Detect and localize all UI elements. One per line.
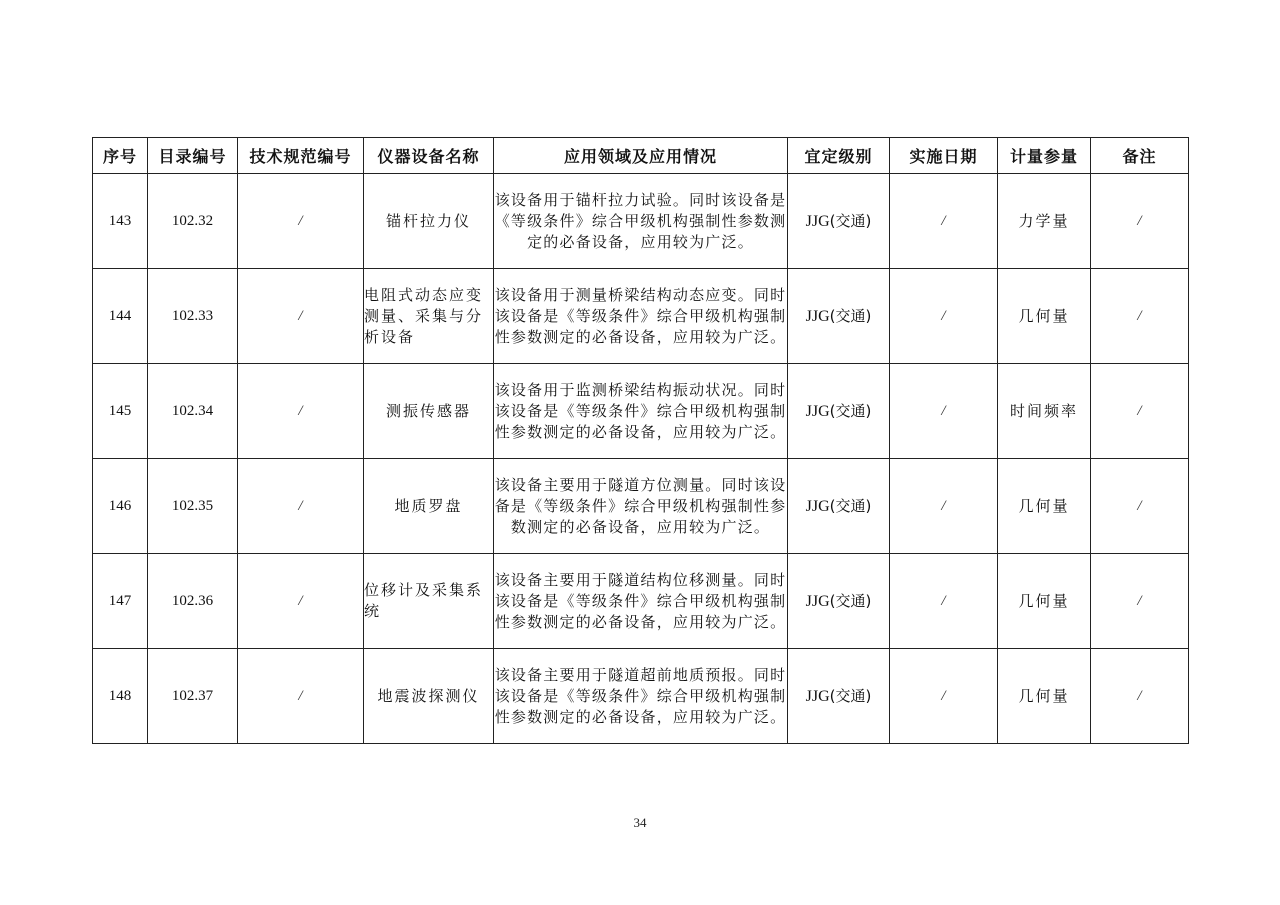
- cell-quantity: 时间频率: [998, 364, 1091, 459]
- cell-application: 该设备用于监测桥梁结构振动状况。同时该设备是《等级条件》综合甲级机构强制性参数测定的必备设备，应用较为广泛。: [494, 364, 788, 459]
- table-row: [93, 364, 1189, 459]
- instrument-name: 地震波探测仪: [377, 686, 480, 705]
- cell-spec-no: /: [238, 459, 364, 554]
- cell-level: [788, 364, 890, 459]
- cell-level: [788, 459, 890, 554]
- cell-level: [788, 174, 890, 269]
- instrument-name: 锚杆拉力仪: [385, 211, 471, 230]
- cell-instrument: [364, 459, 494, 554]
- level-scope: (交通): [829, 496, 872, 515]
- header-catalog-no: 目录编号: [148, 138, 238, 174]
- cell-quantity: 几何量: [998, 459, 1091, 554]
- cell-spec-no: /: [238, 554, 364, 649]
- instrument-name: 测振传感器: [385, 401, 471, 420]
- cell-level: [788, 269, 890, 364]
- table-row: [93, 459, 1189, 554]
- level-code: JJG: [805, 687, 830, 705]
- cell-remark: /: [1091, 554, 1189, 649]
- cell-catalog-no: 102.32: [148, 174, 238, 269]
- level-scope: (交通): [829, 211, 872, 230]
- cell-quantity: 几何量: [998, 269, 1091, 364]
- cell-seq: 148: [93, 649, 148, 744]
- cell-quantity: 几何量: [998, 554, 1091, 649]
- instrument-name: 地质罗盘: [394, 496, 463, 515]
- table-row: [93, 174, 1189, 269]
- cell-remark: /: [1091, 649, 1189, 744]
- cell-instrument: [364, 364, 494, 459]
- table-row: [93, 269, 1189, 364]
- cell-seq: 144: [93, 269, 148, 364]
- level-code: JJG: [805, 497, 830, 515]
- level-scope: (交通): [829, 591, 872, 610]
- page-number: 34: [633, 815, 647, 830]
- cell-instrument: [364, 649, 494, 744]
- cell-remark: /: [1091, 269, 1189, 364]
- cell-quantity: 力学量: [998, 174, 1091, 269]
- table-row: [93, 649, 1189, 744]
- cell-instrument: [364, 554, 494, 649]
- cell-spec-no: /: [238, 649, 364, 744]
- cell-remark: /: [1091, 364, 1189, 459]
- cell-application: 该设备主要用于隧道结构位移测量。同时该设备是《等级条件》综合甲级机构强制性参数测定的必备设备，应用较为广泛。: [494, 554, 788, 649]
- cell-catalog-no: 102.36: [148, 554, 238, 649]
- cell-seq: 145: [93, 364, 148, 459]
- instrument-catalog-table: [92, 137, 1189, 744]
- instrument-name: 位移计及采集系统: [364, 581, 484, 620]
- cell-level: [788, 649, 890, 744]
- cell-date: /: [890, 174, 998, 269]
- cell-instrument: [364, 174, 494, 269]
- instrument-name: 电阻式动态应变测量、采集与分析设备: [364, 285, 484, 346]
- header-spec-no: 技术规范编号: [238, 138, 364, 174]
- level-scope: (交通): [829, 686, 872, 705]
- cell-remark: /: [1091, 174, 1189, 269]
- cell-catalog-no: 102.37: [148, 649, 238, 744]
- cell-date: /: [890, 269, 998, 364]
- cell-catalog-no: 102.35: [148, 459, 238, 554]
- level-code: JJG: [805, 212, 830, 230]
- level-code: JJG: [805, 592, 830, 610]
- table-row: [93, 554, 1189, 649]
- cell-date: /: [890, 364, 998, 459]
- cell-remark: /: [1091, 459, 1189, 554]
- cell-level: [788, 554, 890, 649]
- table-header-row: [93, 138, 1189, 174]
- header-date: 实施日期: [890, 138, 998, 174]
- header-seq: 序号: [93, 138, 148, 174]
- header-application: 应用领域及应用情况: [494, 138, 788, 174]
- cell-quantity: 几何量: [998, 649, 1091, 744]
- level-scope: (交通): [829, 401, 872, 420]
- cell-application: 该设备主要用于隧道超前地质预报。同时该设备是《等级条件》综合甲级机构强制性参数测定的必备设备，应用较为广泛。: [494, 649, 788, 744]
- cell-catalog-no: 102.34: [148, 364, 238, 459]
- level-code: JJG: [805, 307, 830, 325]
- header-instrument: 仪器设备名称: [364, 138, 494, 174]
- level-scope: (交通): [829, 306, 872, 325]
- cell-instrument: [364, 269, 494, 364]
- header-quantity: 计量参量: [998, 138, 1091, 174]
- level-code: JJG: [805, 402, 830, 420]
- cell-catalog-no: 102.33: [148, 269, 238, 364]
- cell-seq: 146: [93, 459, 148, 554]
- cell-date: /: [890, 649, 998, 744]
- header-remark: 备注: [1091, 138, 1189, 174]
- cell-date: /: [890, 554, 998, 649]
- cell-application: 该设备主要用于隧道方位测量。同时该设备是《等级条件》综合甲级机构强制性参数测定的必备设备，应用较为广泛。: [494, 459, 788, 554]
- cell-application: 该设备用于锚杆拉力试验。同时该设备是《等级条件》综合甲级机构强制性参数测定的必备设备，应用较为广泛。: [494, 174, 788, 269]
- cell-spec-no: /: [238, 364, 364, 459]
- cell-date: /: [890, 459, 998, 554]
- cell-application: 该设备用于测量桥梁结构动态应变。同时该设备是《等级条件》综合甲级机构强制性参数测定的必备设备，应用较为广泛。: [494, 269, 788, 364]
- cell-spec-no: /: [238, 174, 364, 269]
- header-level: 宜定级别: [788, 138, 890, 174]
- cell-spec-no: /: [238, 269, 364, 364]
- cell-seq: 147: [93, 554, 148, 649]
- cell-seq: 143: [93, 174, 148, 269]
